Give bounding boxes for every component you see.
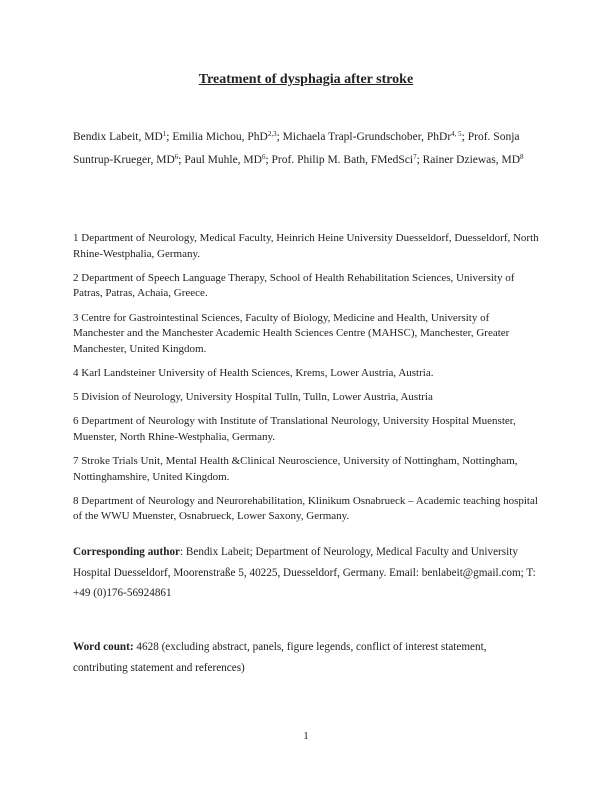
author-name: Bendix Labeit, MD xyxy=(73,131,163,143)
author xyxy=(283,131,468,143)
author-name: Emilia Michou, PhD xyxy=(172,131,268,143)
affiliation: 3 Centre for Gastrointestinal Sciences, Faculty of Biology, Medicine and Health, University of Manchester and the Manchester Academic Health Sciences Centre (MAHSC), Manchester, Greater Manchester, United Kingdom. xyxy=(73,311,510,355)
word-count-details: 4628 (excluding abstract, panels, figure legends, conflict of interest statement, contributing statement and references) xyxy=(73,641,487,674)
author-separator: ; xyxy=(276,131,283,143)
author-affiliation-marker: 1 xyxy=(162,130,167,138)
word-count-label: Word count: xyxy=(73,641,134,653)
affiliation: 7 Stroke Trials Unit, Mental Health &Clinical Neuroscience, University of Nottingham, Nottingham, Nottinghamshire, United Kingdom. xyxy=(73,455,518,483)
author xyxy=(172,131,282,143)
author-name: Rainer Dziewas, MD xyxy=(422,154,521,166)
author-name: Prof. Sonja Suntrup-Krueger, MD xyxy=(73,131,520,166)
author-separator: ; xyxy=(461,131,468,143)
author-separator: ; xyxy=(178,154,185,166)
author-affiliation-marker: 2,3 xyxy=(267,130,277,138)
author-separator: ; xyxy=(416,154,423,166)
paper-title xyxy=(0,72,612,88)
word-count xyxy=(73,637,543,678)
author-affiliation-marker: 4, 5 xyxy=(451,130,462,138)
author-separator: ; xyxy=(265,154,272,166)
page-number: 1 xyxy=(303,730,309,742)
author-separator: ; xyxy=(166,131,173,143)
affiliation: 8 Department of Neurology and Neurorehabilitation, Klinikum Osnabrueck – Academic teaching hospital of the WWU Muenster, Osnabrueck, Lower Saxony, Germany. xyxy=(73,494,538,523)
affiliation-list xyxy=(73,231,543,534)
paper-title-text: Treatment of dysphagia after stroke xyxy=(198,72,414,87)
author xyxy=(272,154,423,166)
author-name: Paul Muhle, MD xyxy=(184,154,262,166)
author-affiliation-marker: 6 xyxy=(261,153,266,161)
author-name: Prof. Philip M. Bath, FMedSci xyxy=(271,154,414,166)
affiliation: 1 Department of Neurology, Medical Faculty, Heinrich Heine University Duesseldorf, Duesseldorf, North Rhine-Westphalia, Germany. xyxy=(73,232,539,260)
affiliation: 6 Department of Neurology with Institute of Translational Neurology, University Hospital Muenster, Muenster, North Rhine-Westphalia, Germany. xyxy=(73,415,516,443)
author xyxy=(423,154,524,166)
author-affiliation-marker: 7 xyxy=(413,153,417,161)
corresponding-author-label: Corresponding author xyxy=(73,546,181,558)
affiliation: 4 Karl Landsteiner University of Health Sciences, Krems, Lower Austria, Austria. xyxy=(73,366,434,379)
author-affiliation-marker: 6 xyxy=(174,153,179,161)
author xyxy=(184,154,271,166)
author-affiliation-marker: 8 xyxy=(520,153,524,161)
author-list xyxy=(73,126,543,172)
corresponding-author-details: : Bendix Labeit; Department of Neurology, Medical Faculty and University Hospital Duesseldorf, Moorenstraße 5, 40225, Duesseldorf, Germany. Email: benlabeit@gmail.com; T: +49 (0)176-56924861 xyxy=(73,546,536,599)
author-name: Michaela Trapl-Grundschober, PhDr xyxy=(282,131,452,143)
affiliation: 5 Division of Neurology, University Hospital Tulln, Tulln, Lower Austria, Austria xyxy=(73,391,433,404)
affiliation: 2 Department of Speech Language Therapy, School of Health Rehabilitation Sciences, University of Patras, Patras, Achaia, Greece. xyxy=(73,271,515,300)
author xyxy=(73,131,172,143)
corresponding-author xyxy=(73,542,543,604)
